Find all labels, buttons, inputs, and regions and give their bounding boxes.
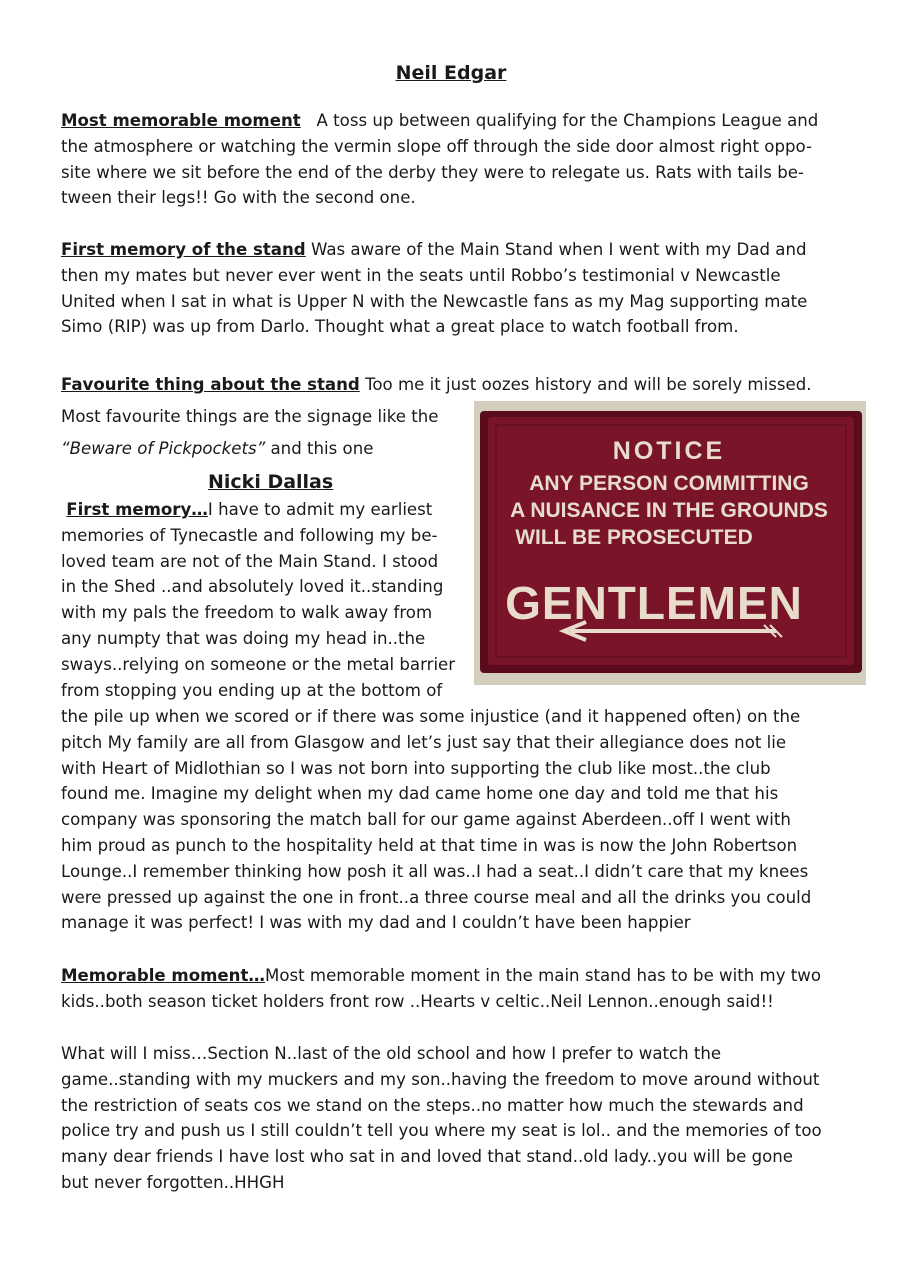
section-label: First memory of the stand bbox=[61, 240, 306, 259]
text-line: from stopping you ending up at the bottom of bbox=[61, 680, 443, 700]
section-what-will-i-miss bbox=[61, 1041, 851, 1196]
section-label: First memory… bbox=[66, 500, 208, 519]
text-line: memories of Tynecastle and following my be- bbox=[61, 525, 438, 545]
text-line: company was sponsoring the match ball for our game against Aberdeen..off I went with bbox=[61, 810, 791, 830]
section-label: Favourite thing about the stand bbox=[61, 375, 360, 394]
text-line: I have to admit my earliest bbox=[207, 500, 433, 519]
section-memorable-moment-nicki bbox=[61, 963, 851, 1015]
section-first-memory-of-stand bbox=[61, 237, 851, 340]
text-line: site where we sit before the end of the derby they were to relegate us. Rats with tails be- bbox=[61, 162, 804, 182]
sign-heading: NOTICE bbox=[612, 437, 726, 465]
text-line: the restriction of seats cos we stand on the steps..no matter how much the stewards and bbox=[61, 1095, 804, 1115]
text-line: any numpty that was doing my head in..the bbox=[61, 628, 426, 648]
section-first-memory-nicki bbox=[61, 497, 466, 703]
text-line: and this one bbox=[270, 439, 374, 458]
text-line: Most memorable moment in the main stand has to be with my two bbox=[265, 966, 822, 985]
sign-line: WILL BE PROSECUTED bbox=[515, 526, 753, 549]
text-line: then my mates but never ever went in the seats until Robbo’s testimonial v Newcastle bbox=[61, 265, 781, 285]
text-line: in the Shed ..and absolutely loved it..standing bbox=[61, 577, 444, 597]
text-line: but never forgotten..HHGH bbox=[61, 1172, 285, 1192]
subtitle-nicki-dallas: Nicki Dallas bbox=[208, 471, 334, 493]
section-most-memorable-moment bbox=[61, 108, 851, 211]
section-label: Most memorable moment bbox=[61, 111, 301, 130]
text-line: were pressed up against the one in front..a three course meal and all the drinks you could bbox=[61, 887, 812, 907]
text-line: Most favourite things are the signage like the bbox=[61, 407, 439, 426]
sign-line: A NUISANCE IN THE GROUNDS bbox=[510, 499, 828, 522]
text-line: game..standing with my muckers and my son..having the freedom to move around without bbox=[61, 1069, 820, 1089]
text-line: A toss up between qualifying for the Champions League and bbox=[316, 111, 819, 130]
text-line: with Heart of Midlothian so I was not born into supporting the club like most..the club bbox=[61, 758, 771, 778]
text-line: many dear friends I have lost who sat in and loved that stand..old lady..you will be gone bbox=[61, 1147, 794, 1167]
page-title: Neil Edgar bbox=[395, 62, 507, 84]
text-line: What will I miss…Section N..last of the old school and how I prefer to watch the bbox=[61, 1044, 722, 1063]
text-line: with my pals the freedom to walk away from bbox=[61, 603, 433, 623]
text-line: found me. Imagine my delight when my dad came home one day and told me that his bbox=[61, 784, 779, 804]
text-line: pitch My family are all from Glasgow and let’s just say that their allegiance does not lie bbox=[61, 732, 787, 752]
notice-sign-photo bbox=[474, 401, 866, 685]
text-line: police try and push us I still couldn’t tell you where my seat is lol.. and the memories of too bbox=[61, 1121, 822, 1141]
text-line: Was aware of the Main Stand when I went with my Dad and bbox=[310, 240, 807, 259]
text-line: Simo (RIP) was up from Darlo. Thought what a great place to watch football from. bbox=[61, 317, 739, 337]
text-line: Too me it just oozes history and will be sorely missed. bbox=[365, 375, 812, 394]
notice-sign-image bbox=[474, 401, 866, 685]
text-line: sways..relying on someone or the metal barrier bbox=[61, 654, 456, 674]
text-line: kids..both season ticket holders front row ..Hearts v celtic..Neil Lennon..enough said!! bbox=[61, 991, 774, 1011]
text-line: Lounge..I remember thinking how posh it all was..I had a seat..I didn’t care that my knees bbox=[61, 861, 809, 881]
text-line: manage it was perfect! I was with my dad and I couldn’t have been happier bbox=[61, 913, 691, 933]
text-line: the atmosphere or watching the vermin slope off through the side door almost right oppo- bbox=[61, 136, 812, 156]
text-line: tween their legs!! Go with the second one. bbox=[61, 188, 416, 208]
text-line: him proud as punch to the hospitality held at that time in was is now the John Robertson bbox=[61, 835, 798, 855]
text-line: the pile up when we scored or if there was some injustice (and it happened often) on the bbox=[61, 707, 801, 726]
text-line: United when I sat in what is Upper N with the Newcastle fans as my Mag supporting mate bbox=[61, 291, 808, 311]
text-line: loved team are not of the Main Stand. I stood bbox=[61, 551, 439, 571]
section-first-memory-nicki-continued bbox=[61, 704, 851, 936]
section-label: Memorable moment… bbox=[61, 966, 266, 985]
sign-big-text: GENTLEMEN bbox=[505, 577, 803, 629]
sign-line: ANY PERSON COMMITTING bbox=[529, 472, 809, 495]
italic-quote: “Beware of Pickpockets” bbox=[61, 439, 266, 458]
